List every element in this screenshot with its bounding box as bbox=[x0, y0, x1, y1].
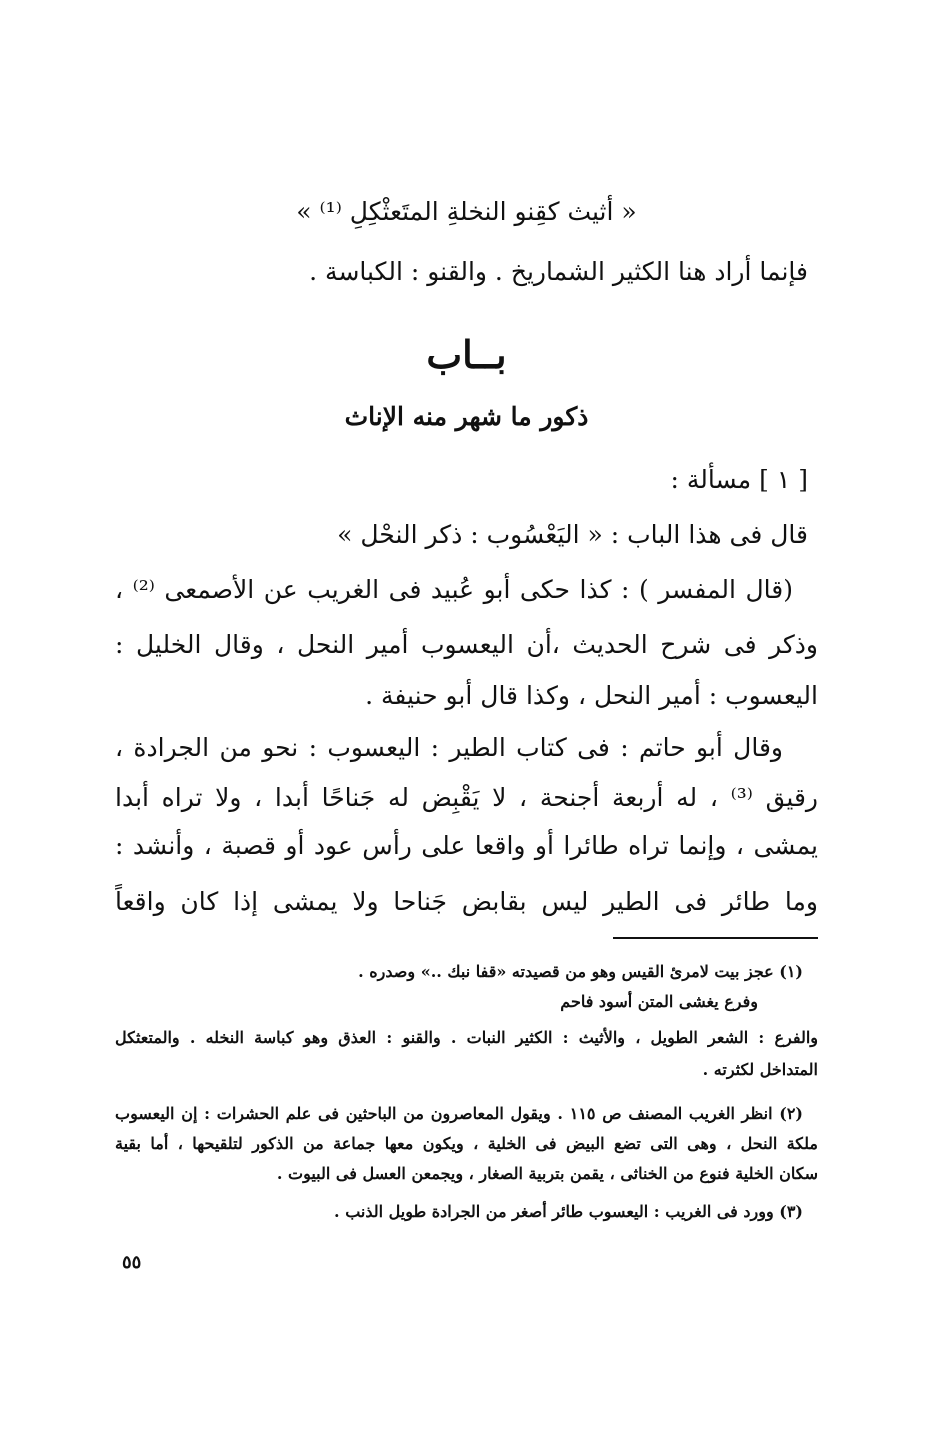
footnote-1-line3: والفرع : الشعر الطويل ، والأثيث : الكثير النبات . والقنو : العذق وهو كباسة النخله . والمتعثكل bbox=[115, 1028, 818, 1047]
footnote-separator bbox=[613, 937, 818, 939]
chapter-subheading: ذكور ما شهر منه الإناث bbox=[344, 402, 589, 431]
footnote-2-line1: (٢) انظر الغريب المصنف ص ١١٥ . ويقول المعاصرون من الباحثين فى علم الحشرات : إن اليعسوب bbox=[115, 1104, 803, 1123]
verse-quote: « أثيث كقِنو النخلةِ المتَعثْكِلِ ⁽¹⁾ » bbox=[296, 197, 637, 226]
verse-line: وما طائر فى الطير ليس بقابض جَناحا ولا يمشى إذا كان واقعاً bbox=[115, 887, 818, 916]
footnote-2-line3: سكان الخلية فنوع من الخناثى ، يقمن بتربية الصغار ، ويجمعن العسل فى البيوت . bbox=[276, 1164, 818, 1183]
para1-line1: (قال المفسر ) : كذا حكى أبو عُبيد فى الغريب عن الأصمعى ⁽²⁾ ، bbox=[115, 575, 793, 604]
para2-line2: رقيق ⁽³⁾ ، له أربعة أجنحة ، لا يَقْبِض له جَناحًا أبدا ، ولا تراه أبدا bbox=[115, 783, 818, 812]
para2-line3: يمشى ، وإنما تراه طائرا أو واقعا على رأس عود أو قصبة ، وأنشد : bbox=[115, 831, 818, 860]
para1-line3: اليعسوب : أمير النحل ، وكذا قال أبو حنيفة . bbox=[365, 681, 818, 710]
footnote-1-line2: وفرع يغشى المتن أسود فاحم bbox=[560, 992, 758, 1011]
footnote-3-line1: (٣) وورد فى الغريب : اليعسوب طائر أصغر من الجرادة طويل الذنب . bbox=[334, 1202, 803, 1221]
footnote-1-line1: (١) عجز بيت لامرئ القيس وهو من قصيدته «قفا نبك ..» وصدره . bbox=[358, 962, 803, 981]
page-number: ٥٥ bbox=[122, 1252, 142, 1273]
issue-text: قال فى هذا الباب : « اليَعْسُوب : ذكر النحْل » bbox=[337, 520, 808, 549]
para2-line1: وقال أبو حاتم : فى كتاب الطير : اليعسوب : نحو من الجرادة ، bbox=[115, 733, 783, 762]
body-line-2: فإنما أراد هنا الكثير الشماريخ . والقنو : الكباسة . bbox=[309, 257, 808, 286]
para1-line2: وذكر فى شرح الحديث ،أن اليعسوب أمير النحل ، وقال الخليل : bbox=[115, 630, 818, 659]
chapter-heading: بــاب bbox=[426, 332, 507, 377]
footnote-1-line4: المتداخل لكثرته . bbox=[702, 1060, 818, 1079]
footnote-2-line2: ملكة النحل ، وهى التى تضع البيض فى الخلية ، ويكون معها جماعة من الذكور لتلقيحها ، أما بقية bbox=[115, 1134, 818, 1153]
issue-label: [ ١ ] مسألة : bbox=[670, 465, 808, 494]
